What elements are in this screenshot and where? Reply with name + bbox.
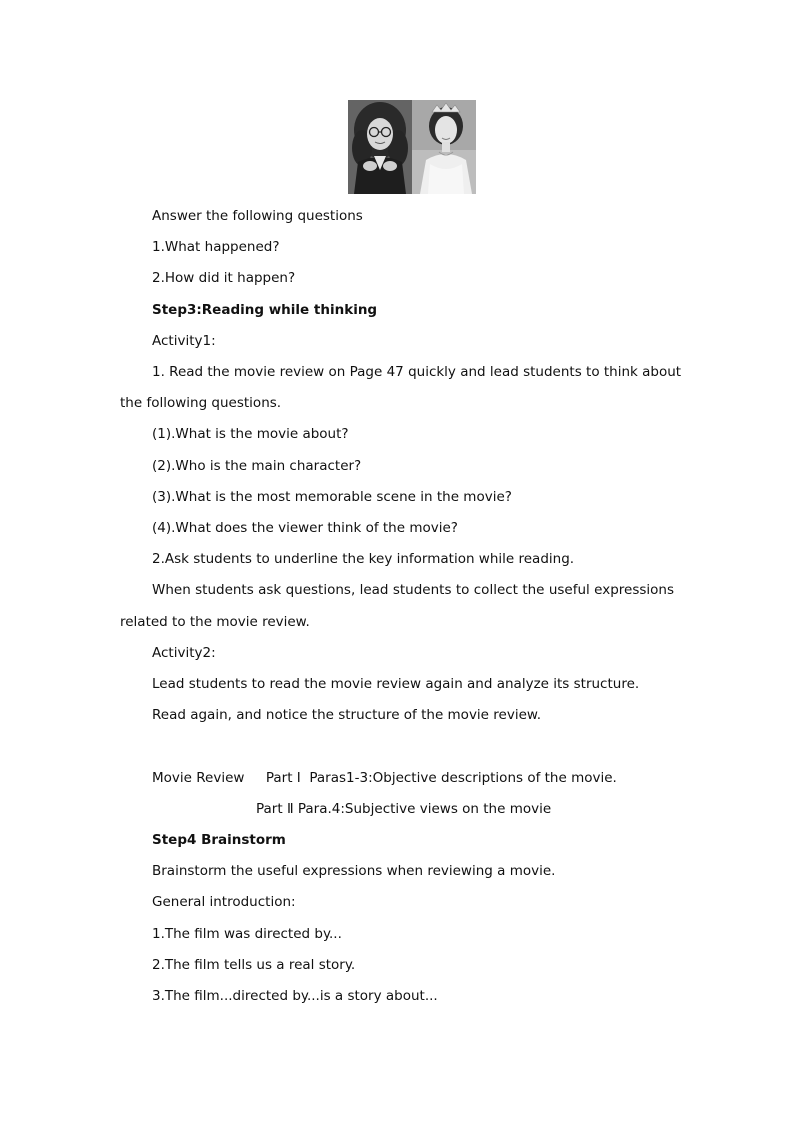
line-movie-review-part2: Part Ⅱ Para.4:Subjective views on the movie: [256, 801, 552, 817]
line-activity1: Activity1:: [152, 333, 216, 349]
line-brainstorm: Brainstorm the useful expressions when reviewing a movie.: [152, 863, 556, 879]
line-collect-expressions-1: When students ask questions, lead students to collect the useful expressions: [152, 582, 674, 598]
line-q-movie-about: (1).What is the movie about?: [152, 426, 349, 442]
line-expression-2: 2.The film tells us a real story.: [152, 957, 356, 973]
line-movie-review-part1: Movie Review Part Ⅰ Paras1-3:Objective descriptions of the movie.: [152, 770, 617, 786]
line-q-memorable-scene: (3).What is the most memorable scene in the movie?: [152, 489, 512, 505]
line-q-main-character: (2).Who is the main character?: [152, 458, 362, 474]
line-expression-3: 3.The film...directed by...is a story about...: [152, 988, 438, 1004]
line-activity2: Activity2:: [152, 645, 216, 661]
movie-photos: [348, 100, 476, 194]
photo-girl-glasses: [348, 100, 412, 194]
line-read-review-1: 1. Read the movie review on Page 47 quickly and lead students to think about: [152, 364, 682, 380]
line-answer-questions: Answer the following questions: [152, 208, 363, 224]
line-expression-1: 1.The film was directed by...: [152, 926, 342, 942]
line-read-review-2: the following questions.: [120, 395, 282, 411]
heading-step4: Step4 Brainstorm: [152, 832, 286, 848]
heading-step3: Step3:Reading while thinking: [152, 302, 378, 318]
line-collect-expressions-2: related to the movie review.: [120, 614, 310, 630]
line-analyze-structure: Lead students to read the movie review again and analyze its structure.: [152, 676, 640, 692]
line-general-intro: General introduction:: [152, 894, 296, 910]
line-question-1: 1.What happened?: [152, 239, 280, 255]
line-question-2: 2.How did it happen?: [152, 270, 296, 286]
line-underline-info: 2.Ask students to underline the key information while reading.: [152, 551, 575, 567]
line-q-viewer-thinks: (4).What does the viewer think of the movie?: [152, 520, 458, 536]
photo-princess-tiara: [412, 100, 476, 194]
line-read-again: Read again, and notice the structure of the movie review.: [152, 707, 541, 723]
